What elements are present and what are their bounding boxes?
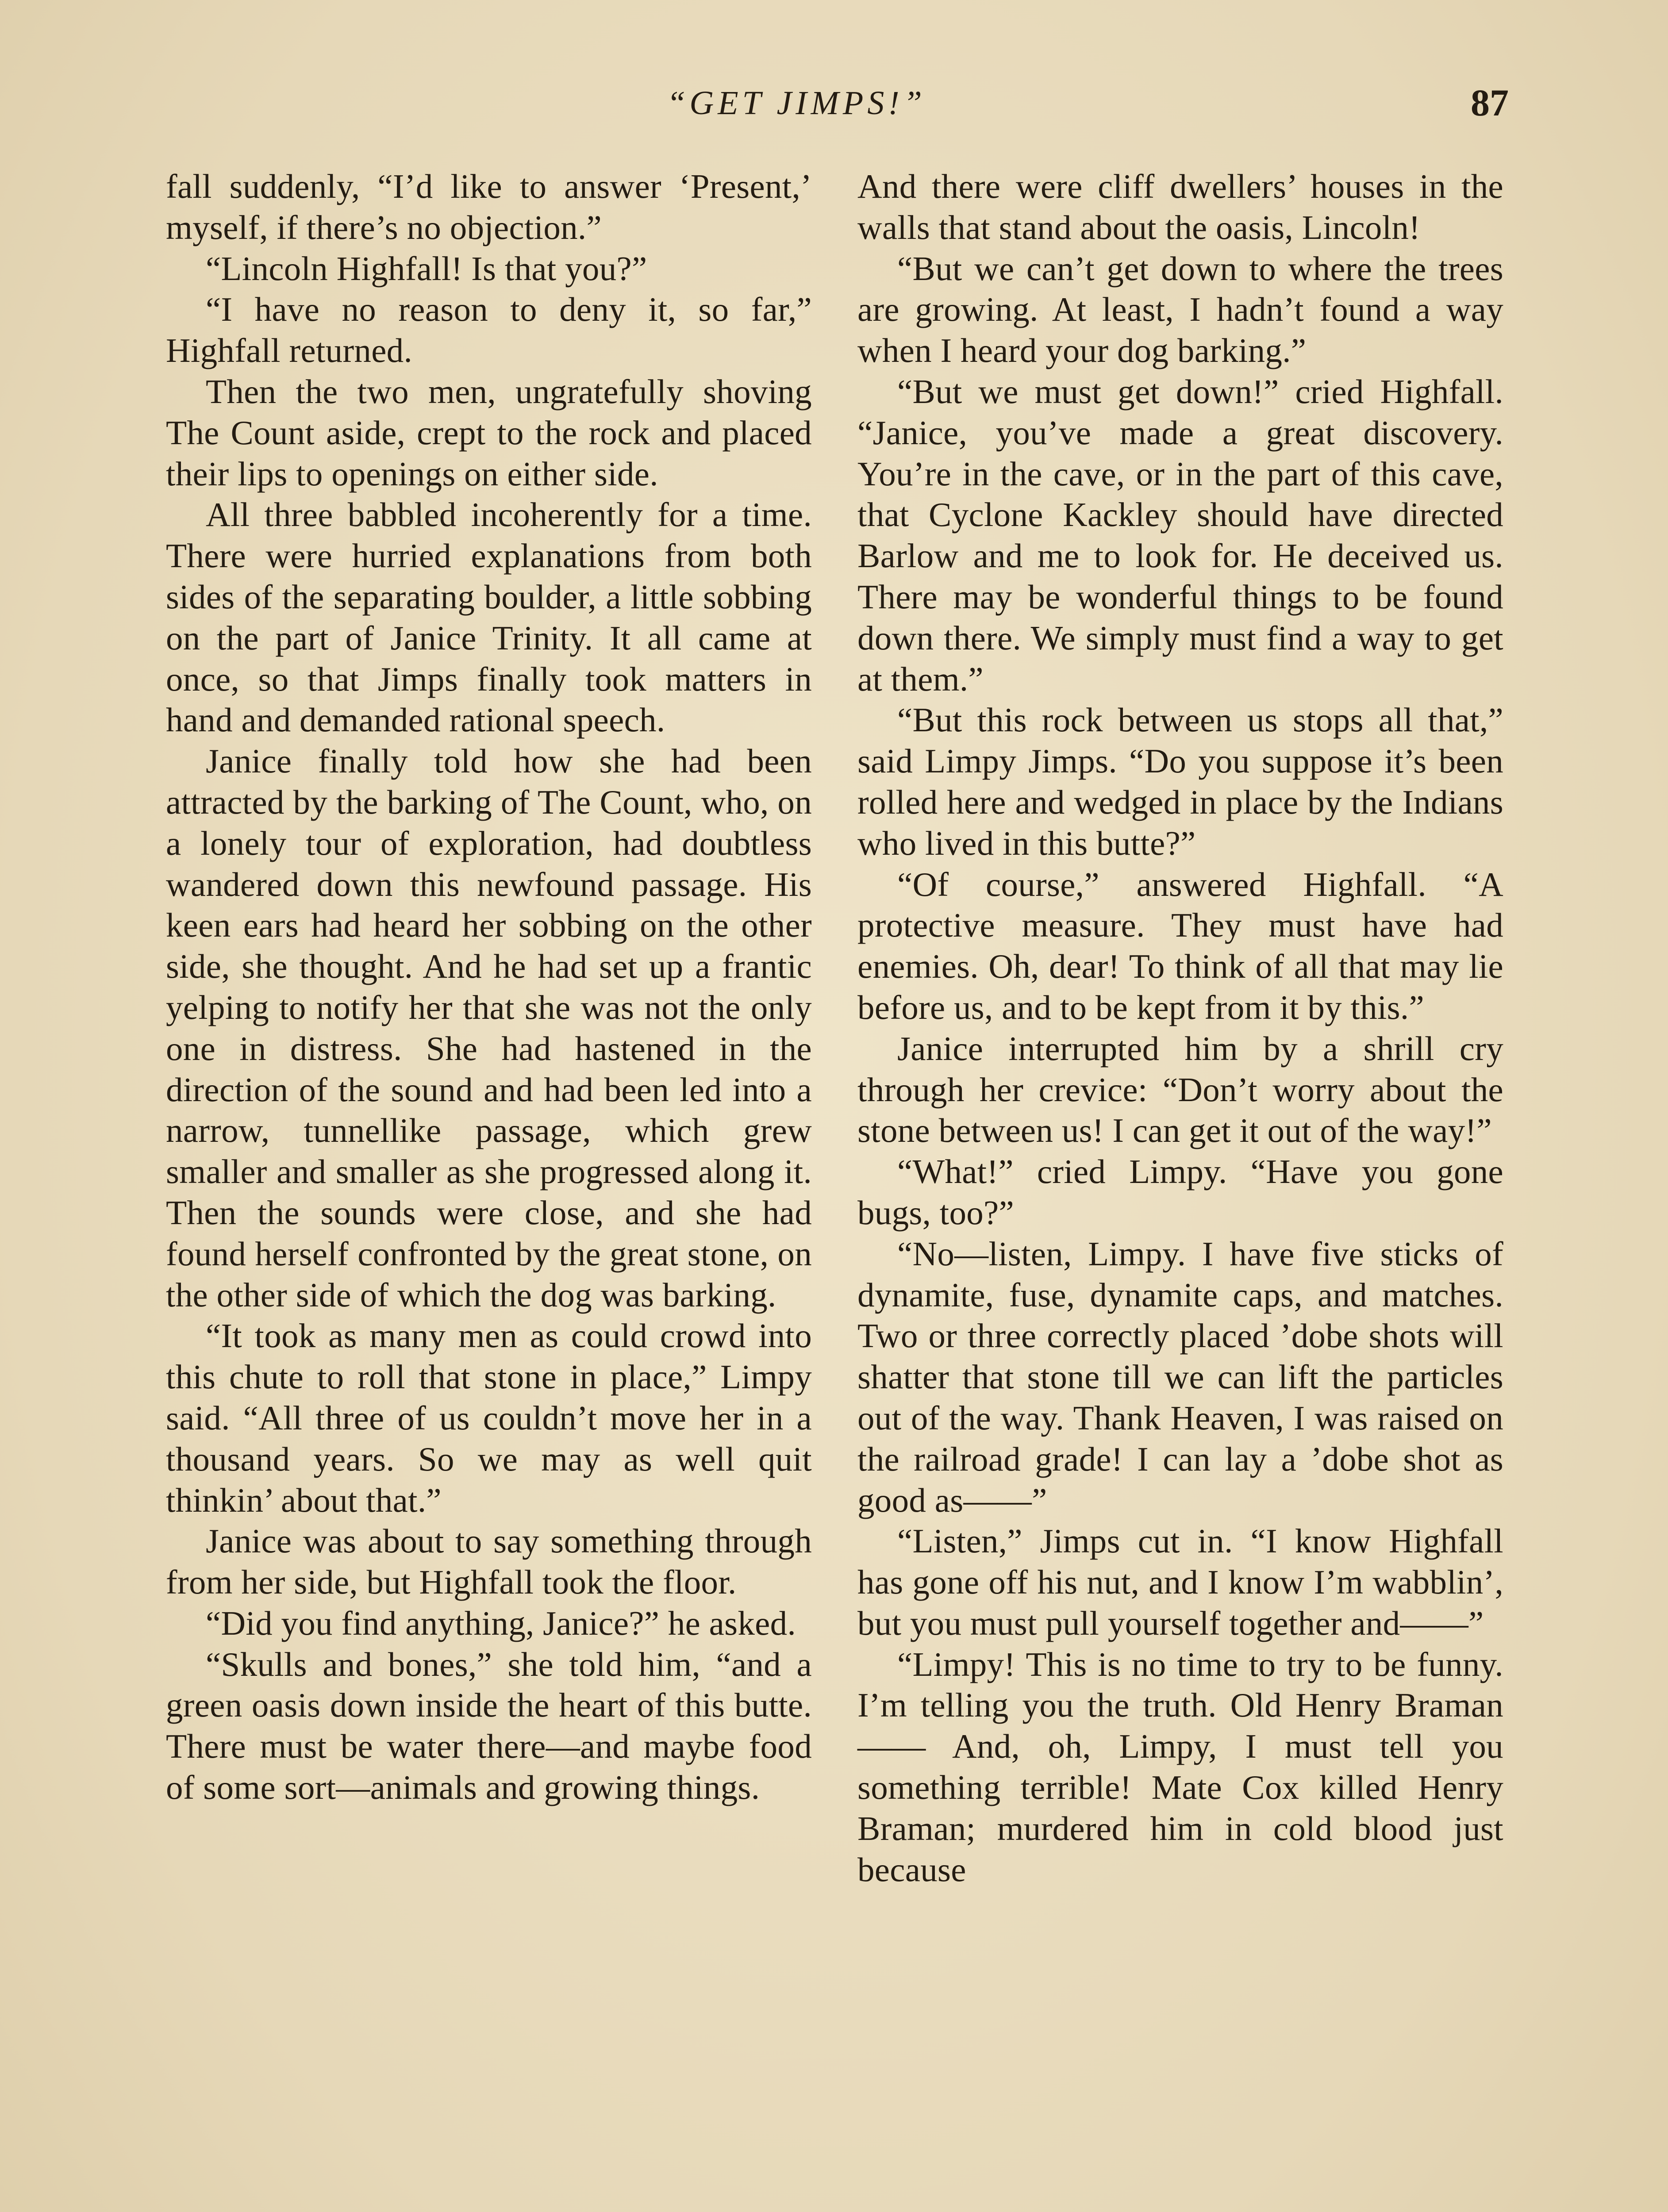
paragraph: fall suddenly, “I’d like to answer ‘Present,’ myself, if there’s no objection.” — [166, 167, 812, 246]
page-number: 87 — [1471, 81, 1509, 124]
paragraph: Janice finally told how she had been attracted by the barking of The Count, who, on a lonely tour of exploration, had doubtless wandered down this newfound passage. His keen ears had heard her sobbing on the other side, she thought. And he had set up a frantic yelping to notify her that she was not the only one in distress. She had hastened in the direction of the sound and had been led into a narrow, tunnellike passage, which grew smaller and smaller as she progressed along it. Then the sounds were close, and she had found herself confronted by the great stone, on the other side of which the dog was barking. — [166, 742, 812, 1314]
paragraph: All three babbled incoherently for a time. There were hurried explanations from both sides of the separating boulder, a little sobbing on the part of Janice Trinity. It all came at once, so that Jimps finally took matters in hand and demanded rational speech. — [166, 495, 812, 739]
paragraph: “But this rock between us stops all that,” said Limpy Jimps. “Do you suppose it’s been rolled here and wedged in place by the Indians who lived in this butte?” — [857, 701, 1503, 862]
paragraph: And there were cliff dwellers’ houses in the walls that stand about the oasis, Lincoln! — [857, 167, 1503, 246]
paragraph: “I have no reason to deny it, so far,” Highfall returned. — [166, 290, 812, 370]
paragraph: “Listen,” Jimps cut in. “I know Highfall has gone off his nut, and I know I’m wabblin’, but you must pull yourself together and——” — [857, 1522, 1503, 1642]
paragraph: “No—listen, Limpy. I have five sticks of dynamite, fuse, dynamite caps, and matches. Two or three correctly placed ’dobe shots will shatter that stone till we can lift the particles out of the way. Thank Heaven, I was raised on the railroad grade! I can lay a ’dobe shot as good as——” — [857, 1234, 1503, 1519]
paragraph: Janice interrupted him by a shrill cry through her crevice: “Don’t worry about the stone between us! I can get it out of the way!” — [857, 1029, 1503, 1150]
paragraph: “Limpy! This is no time to try to be funny. I’m telling you the truth. Old Henry Braman—— And, oh, Limpy, I must tell you something terrible! Mate Cox killed Henry Braman; murdered him in cold blood just because — [857, 1645, 1503, 1889]
paragraph: “Of course,” answered Highfall. “A protective measure. They must have had enemies. Oh, dear! To think of all that may lie before us, and to be kept from it by this.” — [857, 865, 1503, 1026]
paragraph: “Skulls and bones,” she told him, “and a green oasis down inside the heart of this butte. There must be water there—and maybe food of some sort—animals and growing things. — [166, 1645, 812, 1807]
right-column — [857, 166, 1503, 1890]
paragraph: “But we must get down!” cried Highfall. “Janice, you’ve made a great discovery. You’re in the cave, or in the part of this cave, that Cyclone Kackley should have directed Barlow and me to look for. He deceived us. There may be wonderful things to be found down there. We simply must find a way to get at them.” — [857, 372, 1503, 698]
paragraph: “It took as many men as could crowd into this chute to roll that stone in place,” Limpy said. “All three of us couldn’t move her in a thousand years. So we may as well quit thinkin’ about that.” — [166, 1317, 812, 1519]
running-head: “GET JIMPS!” — [667, 84, 926, 122]
left-column — [166, 166, 812, 1808]
paragraph: Janice was about to say something through from her side, but Highfall took the floor. — [166, 1522, 812, 1601]
paragraph: “What!” cried Limpy. “Have you gone bugs, too?” — [857, 1152, 1503, 1232]
paragraph: “Did you find anything, Janice?” he asked. — [206, 1604, 796, 1642]
paragraph: “Lincoln Highfall! Is that you?” — [206, 249, 647, 288]
page-header — [0, 81, 1668, 133]
paragraph: Then the two men, ungratefully shoving The Count aside, crept to the rock and placed their lips to openings on either side. — [166, 372, 812, 493]
paragraph: “But we can’t get down to where the trees are growing. At least, I hadn’t found a way when I heard your dog barking.” — [857, 249, 1503, 370]
